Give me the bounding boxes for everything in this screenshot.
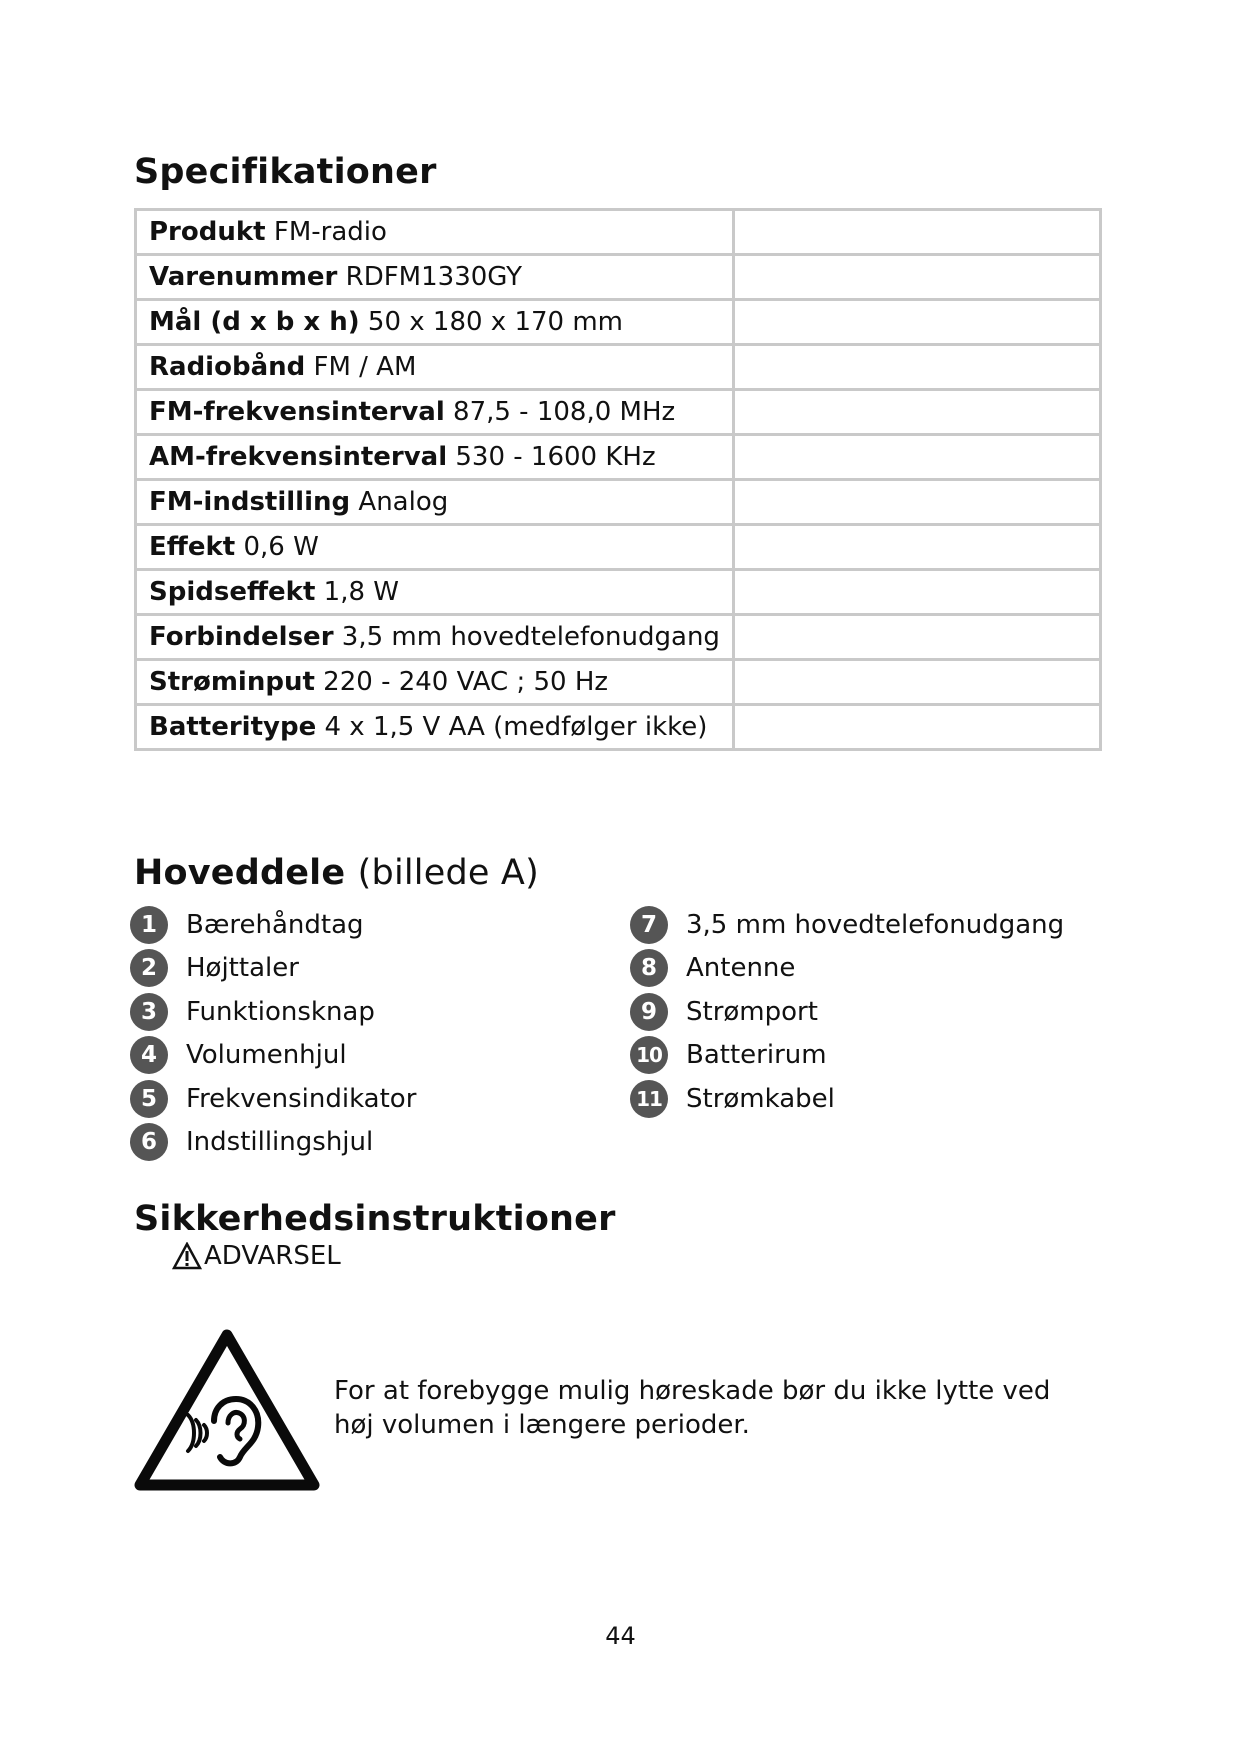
table-row [136, 615, 1101, 660]
list-item [130, 1121, 416, 1165]
list-item [630, 990, 1064, 1034]
empty-cell [733, 480, 1100, 525]
spec-value: 1,8 W [323, 577, 399, 607]
spec-cell [136, 705, 734, 750]
part-label: Funktionsknap [186, 996, 375, 1027]
empty-cell [733, 615, 1100, 660]
number-badge: 2 [130, 949, 168, 987]
empty-cell [733, 435, 1100, 480]
list-item [130, 1034, 416, 1078]
number-badge: 10 [630, 1036, 668, 1074]
spec-value: RDFM1330GY [345, 262, 523, 292]
spec-value: 3,5 mm hovedtelefonudgang [341, 622, 720, 652]
number-badge: 8 [630, 949, 668, 987]
part-label: Strømkabel [686, 1083, 835, 1114]
hearing-damage-warning-icon [132, 1325, 322, 1495]
empty-cell [733, 525, 1100, 570]
empty-cell [733, 300, 1100, 345]
spec-label: Mål (d x b x h) [149, 307, 360, 337]
warning-triangle-icon [172, 1242, 202, 1270]
list-item [130, 1077, 416, 1121]
list-item [630, 1077, 1064, 1121]
number-badge: 6 [130, 1123, 168, 1161]
empty-cell [733, 210, 1100, 255]
number-badge: 7 [630, 906, 668, 944]
empty-cell [733, 660, 1100, 705]
number-badge: 11 [630, 1080, 668, 1118]
table-row [136, 255, 1101, 300]
spec-cell [136, 390, 734, 435]
empty-cell [733, 255, 1100, 300]
parts-title-rest: (billede A) [357, 853, 539, 893]
spec-label: Spidseffekt [149, 577, 316, 607]
parts-title-bold: Hoveddele [134, 853, 346, 893]
spec-cell [136, 480, 734, 525]
warning-label-text: ADVARSEL [204, 1241, 341, 1271]
spec-cell [136, 615, 734, 660]
table-row [136, 345, 1101, 390]
number-badge: 1 [130, 906, 168, 944]
spec-value: 0,6 W [243, 532, 319, 562]
spec-value: Analog [358, 487, 449, 517]
spec-value: 4 x 1,5 V AA (medfølger ikke) [324, 712, 708, 742]
number-badge: 5 [130, 1080, 168, 1118]
empty-cell [733, 390, 1100, 435]
table-row [136, 300, 1101, 345]
spec-label: Radiobånd [149, 352, 306, 382]
spec-value: FM-radio [273, 217, 387, 247]
part-label: Batterirum [686, 1040, 827, 1071]
spec-value: FM / AM [313, 352, 417, 382]
spec-label: Produkt [149, 217, 266, 247]
part-label: Antenne [686, 953, 796, 984]
table-row [136, 660, 1101, 705]
spec-value: 530 - 1600 KHz [455, 442, 656, 472]
list-item [630, 947, 1064, 991]
part-label: Indstillingshjul [186, 1127, 374, 1158]
part-label: Frekvensindikator [186, 1083, 417, 1114]
number-badge: 4 [130, 1036, 168, 1074]
part-label: 3,5 mm hovedtelefonudgang [686, 909, 1065, 940]
spec-label: Varenummer [149, 262, 338, 292]
spec-label: FM-frekvensinterval [149, 397, 445, 427]
empty-cell [733, 705, 1100, 750]
list-item [130, 947, 416, 991]
spec-title: Specifikationer [134, 152, 437, 192]
list-item [130, 990, 416, 1034]
spec-cell [136, 570, 734, 615]
spec-value: 87,5 - 108,0 MHz [453, 397, 676, 427]
parts-list-right [630, 903, 1064, 1121]
page-number: 44 [605, 1622, 636, 1650]
spec-cell [136, 210, 734, 255]
table-row [136, 390, 1101, 435]
spec-label: AM-frekvensinterval [149, 442, 448, 472]
list-item [630, 1034, 1064, 1078]
parts-title [134, 853, 539, 893]
safety-title: Sikkerhedsinstruktioner [134, 1199, 616, 1239]
table-row [136, 570, 1101, 615]
spec-label: Batteritype [149, 712, 317, 742]
part-label: Bærehåndtag [186, 909, 364, 940]
part-label: Højttaler [186, 953, 299, 984]
spec-label: FM-indstilling [149, 487, 351, 517]
warning-text: For at forebygge mulig høreskade bør du ikke lytte ved høj volumen i længere perioder. [334, 1376, 1051, 1440]
spec-cell [136, 435, 734, 480]
empty-cell [733, 345, 1100, 390]
part-label: Strømport [686, 996, 818, 1027]
spec-value: 220 - 240 VAC ; 50 Hz [323, 667, 609, 697]
warning-label [172, 1241, 341, 1271]
part-label: Volumenhjul [186, 1040, 347, 1071]
list-item [630, 903, 1064, 947]
spec-cell [136, 525, 734, 570]
table-row [136, 705, 1101, 750]
table-row [136, 480, 1101, 525]
number-badge: 9 [630, 993, 668, 1031]
spec-label: Forbindelser [149, 622, 334, 652]
table-row [136, 435, 1101, 480]
spec-label: Strøminput [149, 667, 315, 697]
spec-cell [136, 300, 734, 345]
spec-cell [136, 660, 734, 705]
spec-value: 50 x 180 x 170 mm [367, 307, 623, 337]
empty-cell [733, 570, 1100, 615]
number-badge: 3 [130, 993, 168, 1031]
table-row [136, 210, 1101, 255]
spec-cell [136, 255, 734, 300]
list-item [130, 903, 416, 947]
parts-list-left [130, 903, 416, 1164]
spec-label: Effekt [149, 532, 236, 562]
spec-cell [136, 345, 734, 390]
spec-table [134, 208, 1102, 751]
table-row [136, 525, 1101, 570]
